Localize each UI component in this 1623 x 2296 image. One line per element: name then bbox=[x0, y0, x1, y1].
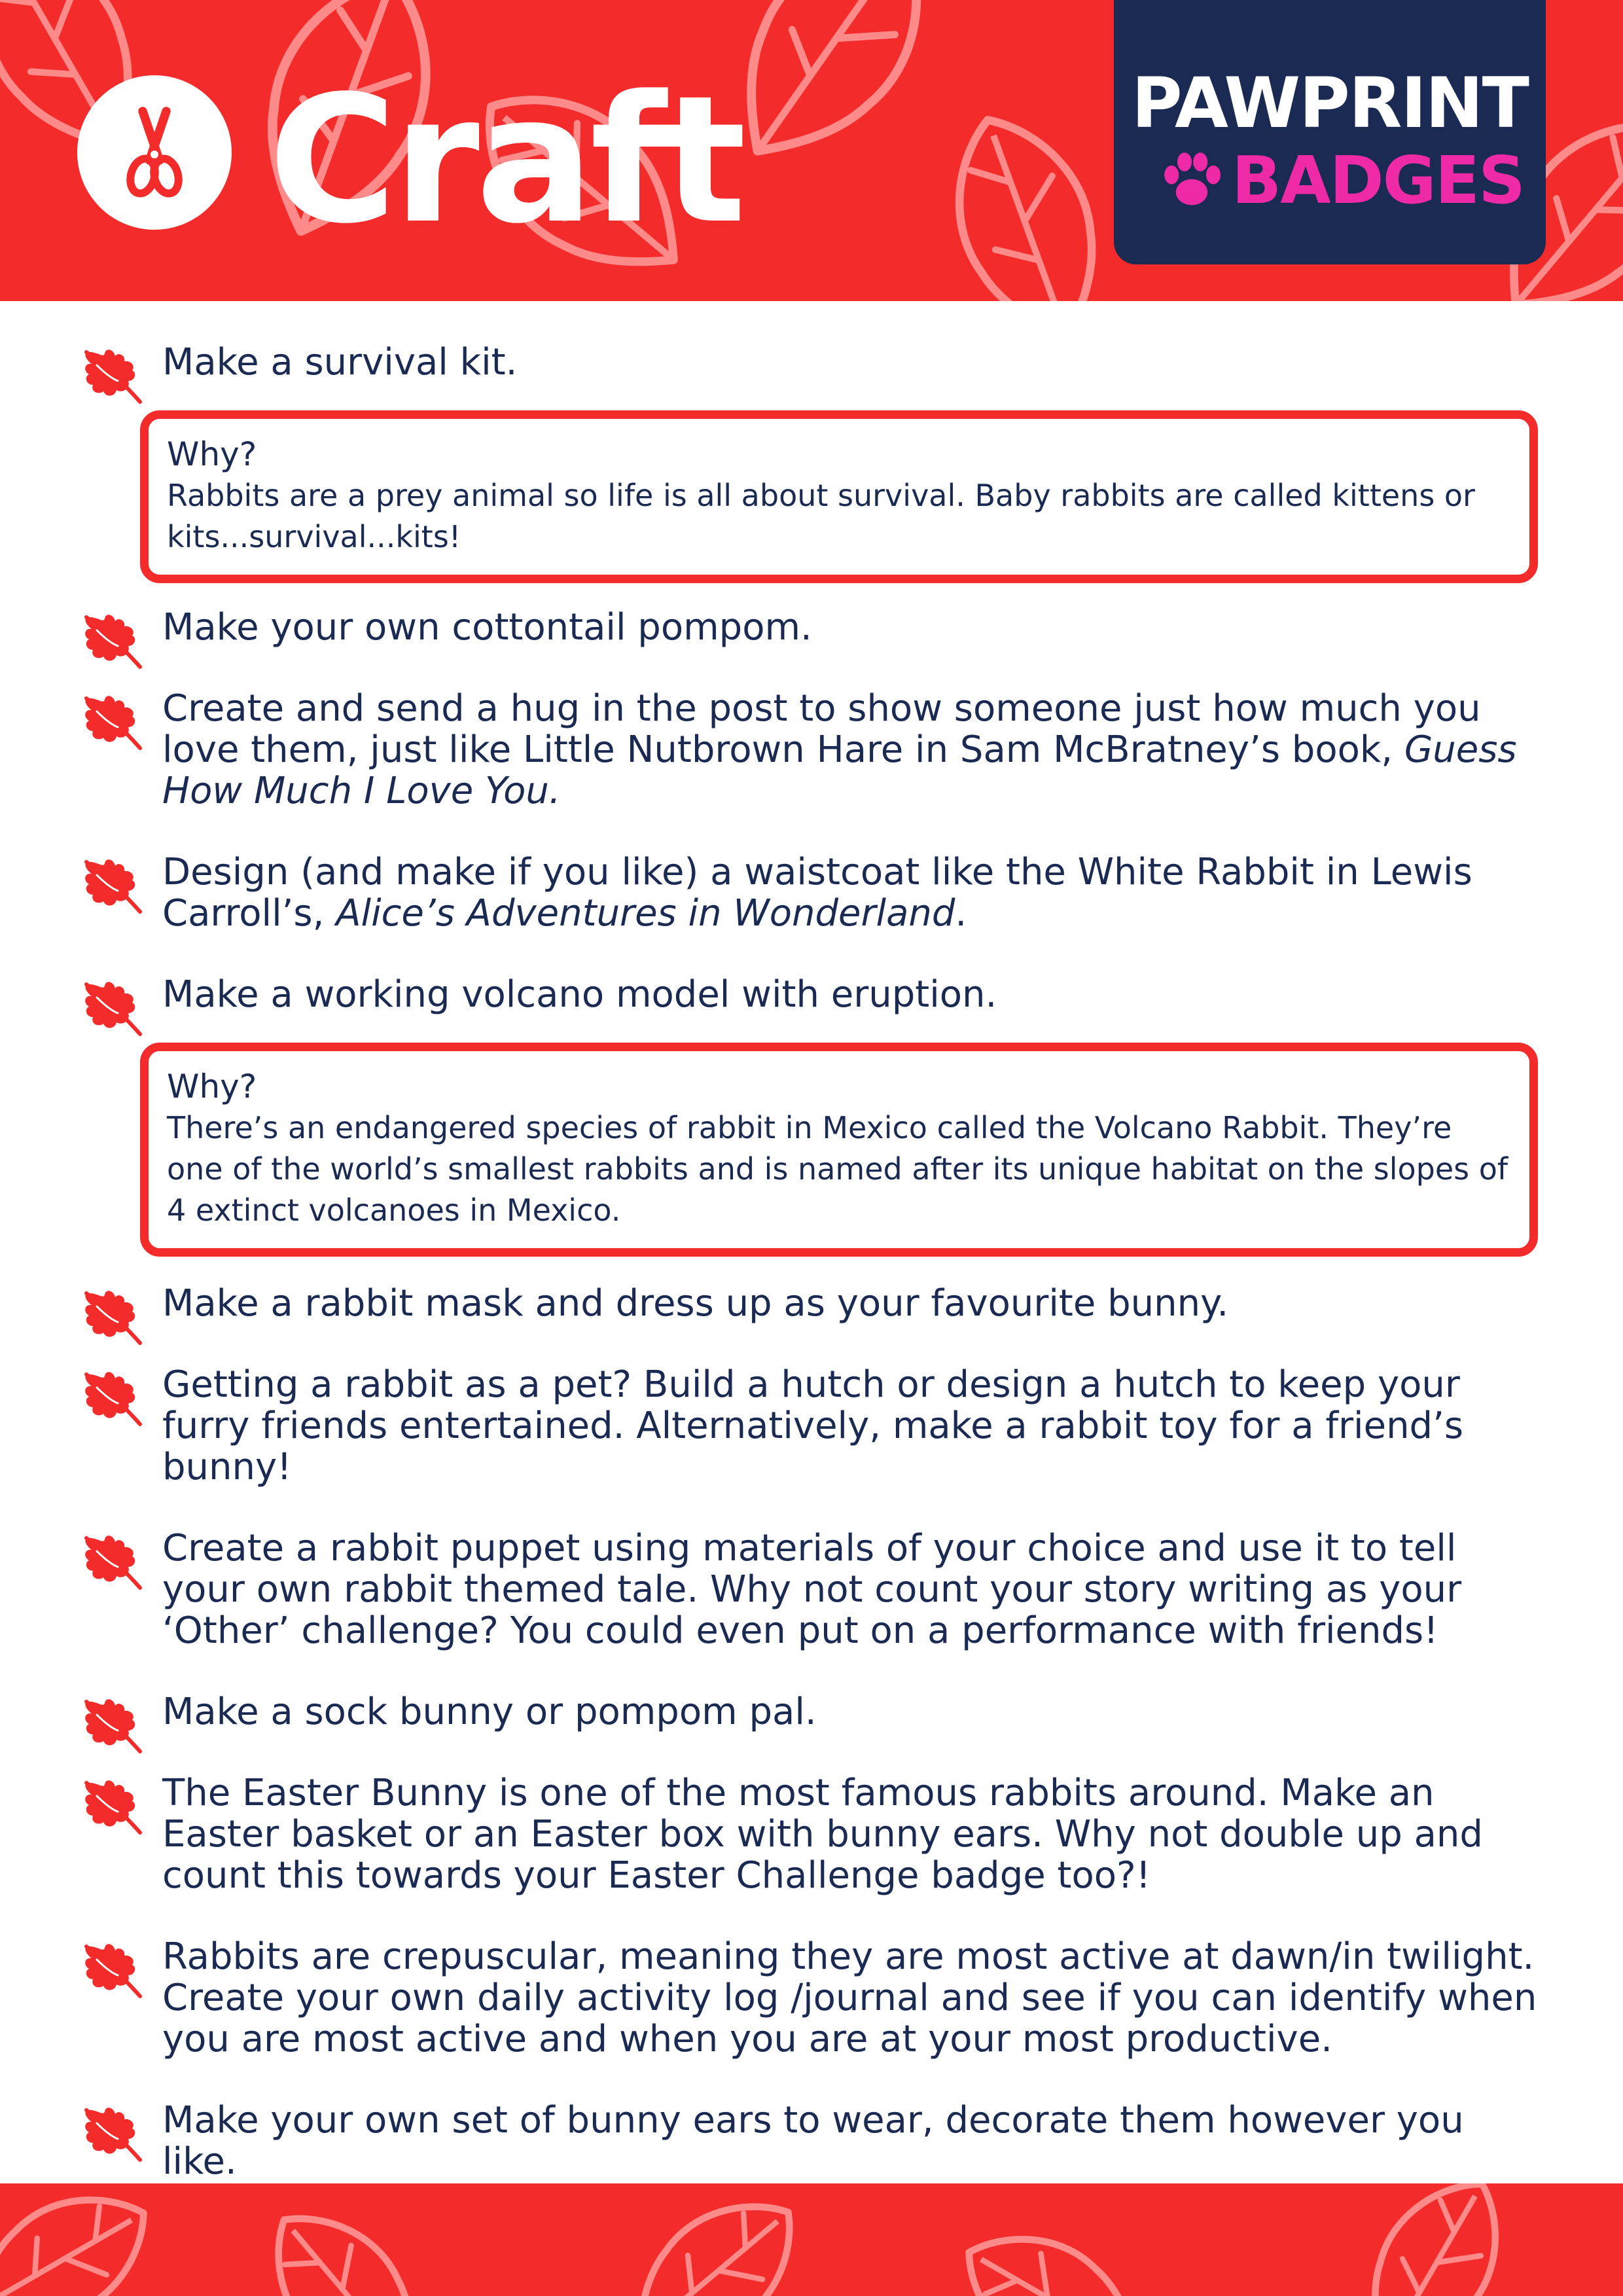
list-item-text: Rabbits are crepuscular, meaning they are most active at dawn/in twilight. Create your own daily activity log /journal and see if you can identify when you are most active and when you are at your most productive. bbox=[162, 1935, 1537, 2060]
list-item-text: Make a rabbit mask and dress up as your favourite bunny. bbox=[162, 1282, 1229, 1325]
book-title: Alice’s Adventures in Wonderland bbox=[336, 892, 955, 935]
list-item bbox=[0, 1772, 1623, 1896]
leaf-icon bbox=[77, 1361, 143, 1427]
leaf-pattern-background bbox=[0, 2183, 1623, 2296]
leaf-icon bbox=[77, 1525, 143, 1590]
leaf-icon bbox=[77, 849, 143, 914]
list-item-text-part: Create and send a hug in the post to show someone just how much you love them, just like Little Nutbrown Hare in Sam McBratney’s book, bbox=[162, 687, 1481, 771]
list-item-text bbox=[162, 852, 1550, 934]
list-item-text: Make your own set of bunny ears to wear, decorate them however you like. bbox=[162, 2099, 1464, 2183]
leaf-icon bbox=[77, 604, 143, 670]
list-item bbox=[0, 688, 1623, 812]
leaf-icon bbox=[77, 685, 143, 751]
logo-text-badges: BADGES bbox=[1232, 142, 1525, 219]
list-item-text: Create a rabbit puppet using materials of your choice and use it to tell your own rabbit themed tale. Why not count your story writing as your ‘Other’ challenge? You could even put on a performance with friends! bbox=[162, 1527, 1462, 1652]
leaf-icon bbox=[77, 1933, 143, 1999]
list-item bbox=[0, 342, 1623, 383]
leaf-icon bbox=[77, 339, 143, 404]
scissors-icon bbox=[105, 103, 204, 202]
book-title: Guess How Much I Love You. bbox=[162, 728, 1517, 812]
why-box bbox=[140, 410, 1538, 583]
list-item bbox=[0, 2100, 1623, 2182]
page-title: Craft bbox=[268, 58, 743, 262]
list-item-text: Make a sock bunny or pompom pal. bbox=[162, 1691, 817, 1733]
footer-banner bbox=[0, 2183, 1623, 2296]
list-item-text: The Easter Bunny is one of the most famous rabbits around. Make an Easter basket or an Easter box with bunny ears. Why not double up and count this towards your Easter Challenge badge too?! bbox=[162, 1772, 1483, 1897]
list-item-text: Getting a rabbit as a pet? Build a hutch or design a hutch to keep your furry friends entertained. Alternatively, make a rabbit toy for a friend’s bunny! bbox=[162, 1363, 1464, 1488]
list-item bbox=[0, 852, 1623, 934]
scissors-icon-badge bbox=[77, 75, 232, 230]
list-item bbox=[0, 1936, 1623, 2060]
why-body: Rabbits are a prey animal so life is all about survival. Baby rabbits are called kittens or kits...survival...kits! bbox=[167, 478, 1475, 554]
paw-icon bbox=[1156, 145, 1228, 217]
activity-list bbox=[0, 327, 1623, 2182]
leaf-icon bbox=[77, 2097, 143, 2162]
pawprint-badges-logo bbox=[1114, 0, 1546, 264]
list-item-text-part: . bbox=[955, 892, 967, 935]
list-item-text: Make a survival kit. bbox=[162, 341, 518, 384]
why-body: There’s an endangered species of rabbit in Mexico called the Volcano Rabbit. They’re one of the world’s smallest rabbits and is named after its unique habitat on the slopes of 4 extinct volcanoes in Mexico. bbox=[167, 1110, 1508, 1228]
list-item-text: Make a working volcano model with eruption. bbox=[162, 973, 997, 1016]
leaf-icon bbox=[77, 1280, 143, 1346]
leaf-icon bbox=[77, 971, 143, 1037]
list-item-text-part: Design (and make if you like) a waistcoat like the White Rabbit in Lewis Carroll’s, bbox=[162, 851, 1472, 935]
why-box bbox=[140, 1043, 1538, 1257]
list-item bbox=[0, 1364, 1623, 1488]
list-item bbox=[0, 1691, 1623, 1732]
leaf-icon bbox=[77, 1770, 143, 1835]
why-title: Why? bbox=[167, 435, 257, 473]
list-item-text bbox=[162, 688, 1550, 812]
logo-badges-row bbox=[1156, 141, 1524, 220]
list-item bbox=[0, 1283, 1623, 1324]
list-item bbox=[0, 607, 1623, 648]
header-banner bbox=[0, 0, 1623, 301]
list-item bbox=[0, 1528, 1623, 1651]
list-item bbox=[0, 974, 1623, 1015]
leaf-icon bbox=[77, 1689, 143, 1754]
why-title: Why? bbox=[167, 1067, 257, 1105]
list-item-text: Make your own cottontail pompom. bbox=[162, 606, 812, 649]
logo-text-pawprint: PAWPRINT bbox=[1132, 63, 1528, 143]
